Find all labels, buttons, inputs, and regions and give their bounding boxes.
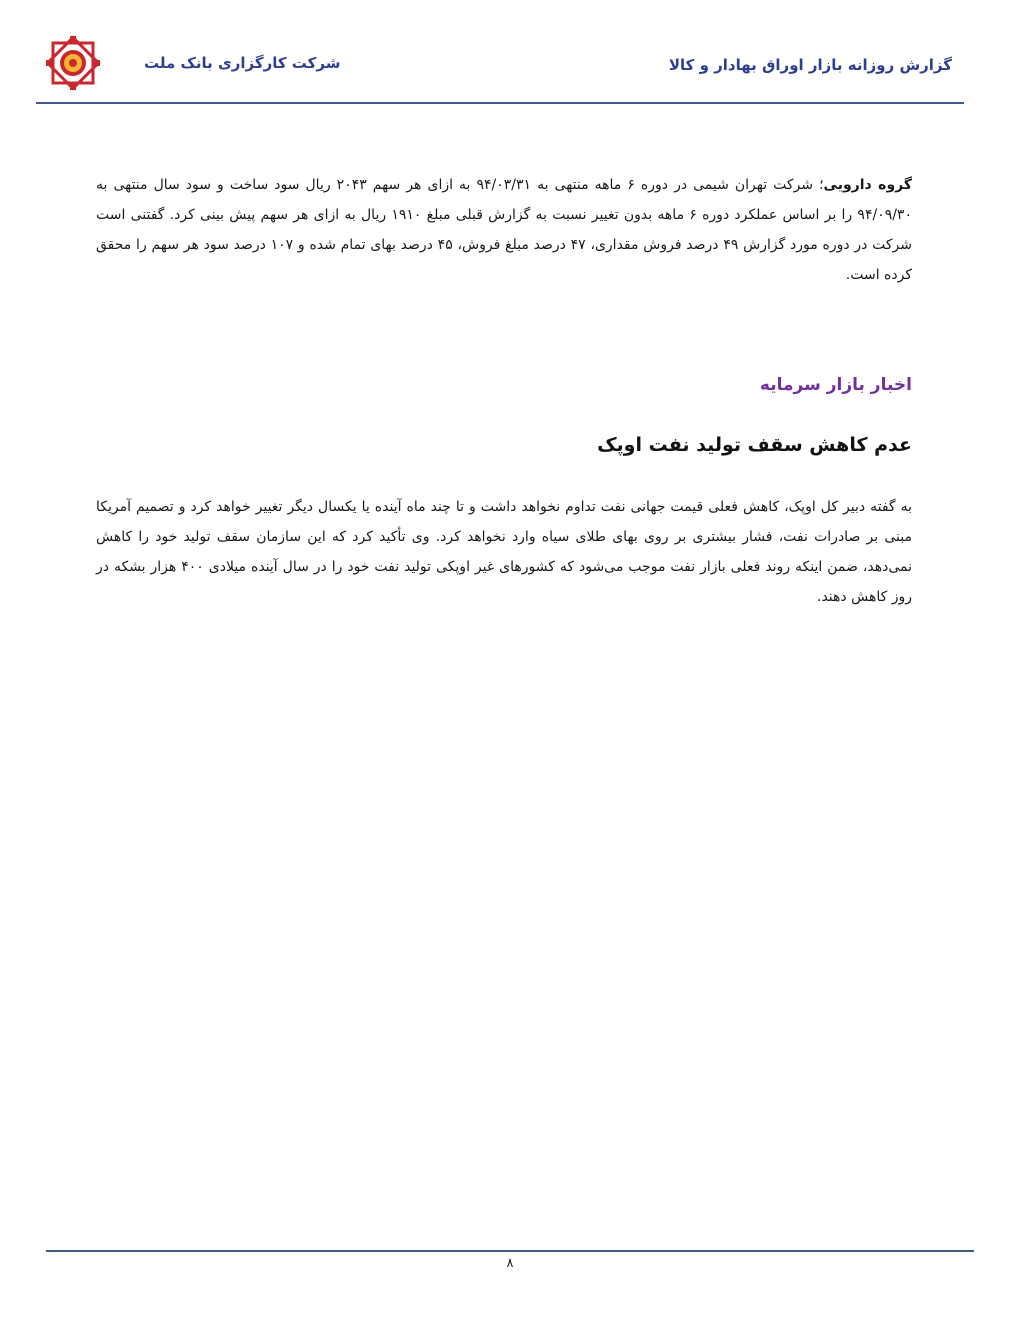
news-title: عدم کاهش سقف تولید نفت اوپک [597,434,912,456]
news-body: به گفته دبیر کل اوپک، کاهش فعلی قیمت جهانی نفت تداوم نخواهد داشت و تا چند ماه آینده یا یکسال دیگر تغییر خواهد کرد و تصمیم آمریکا مبنی بر صادرات نفت، فشار بیشتری بر روی بهای طلای سیاه وارد نخواهد کرد. وی تأکید کرد که این سازمان سقف تولید خود را کاهش نمی‌دهد، ضمن اینکه روند فعلی بازار نفت موجب می‌شود که کشورهای غیر اوپکی تولید نفت خود را در سال آینده میلادی ۴۰۰ هزار بشکه در روز کاهش دهند. [96,499,912,605]
pharma-group-text: ؛ شرکت تهران شیمی در دوره ۶ ماهه منتهی به ۹۴/۰۳/۳۱ به ازای هر سهم ۲۰۴۳ ریال سود ساخت و سود سال منتهی به ۹۴/۰۹/۳۰ را بر اساس عملکرد دوره ۶ ماهه بدون تغییر نسبت به گزارش قبلی مبلغ ۱۹۱۰ ریال به ازای هر سهم پیش بینی کرد. گفتنی است شرکت در دوره مورد گزارش ۴۹ درصد فروش مقداری، ۴۷ درصد مبلغ فروش، ۴۵ درصد بهای تمام شده و ۱۰۷ درصد سود هر سهم را محقق کرده است. [96,177,913,283]
footer-divider [46,1250,974,1252]
bank-mellat-logo-icon [42,32,104,94]
pharma-group-paragraph [96,170,912,290]
page-content [96,170,912,612]
page-number: ۸ [506,1256,514,1271]
section-heading: اخبار بازار سرمایه [759,375,912,395]
report-title: گزارش روزانه بازار اوراق بهادار و کالا [668,56,952,74]
page-header [36,30,964,104]
company-name: شرکت کارگزاری بانک ملت [144,54,341,72]
pharma-group-lead: گروه دارویی [823,177,912,193]
header-divider [36,102,964,104]
